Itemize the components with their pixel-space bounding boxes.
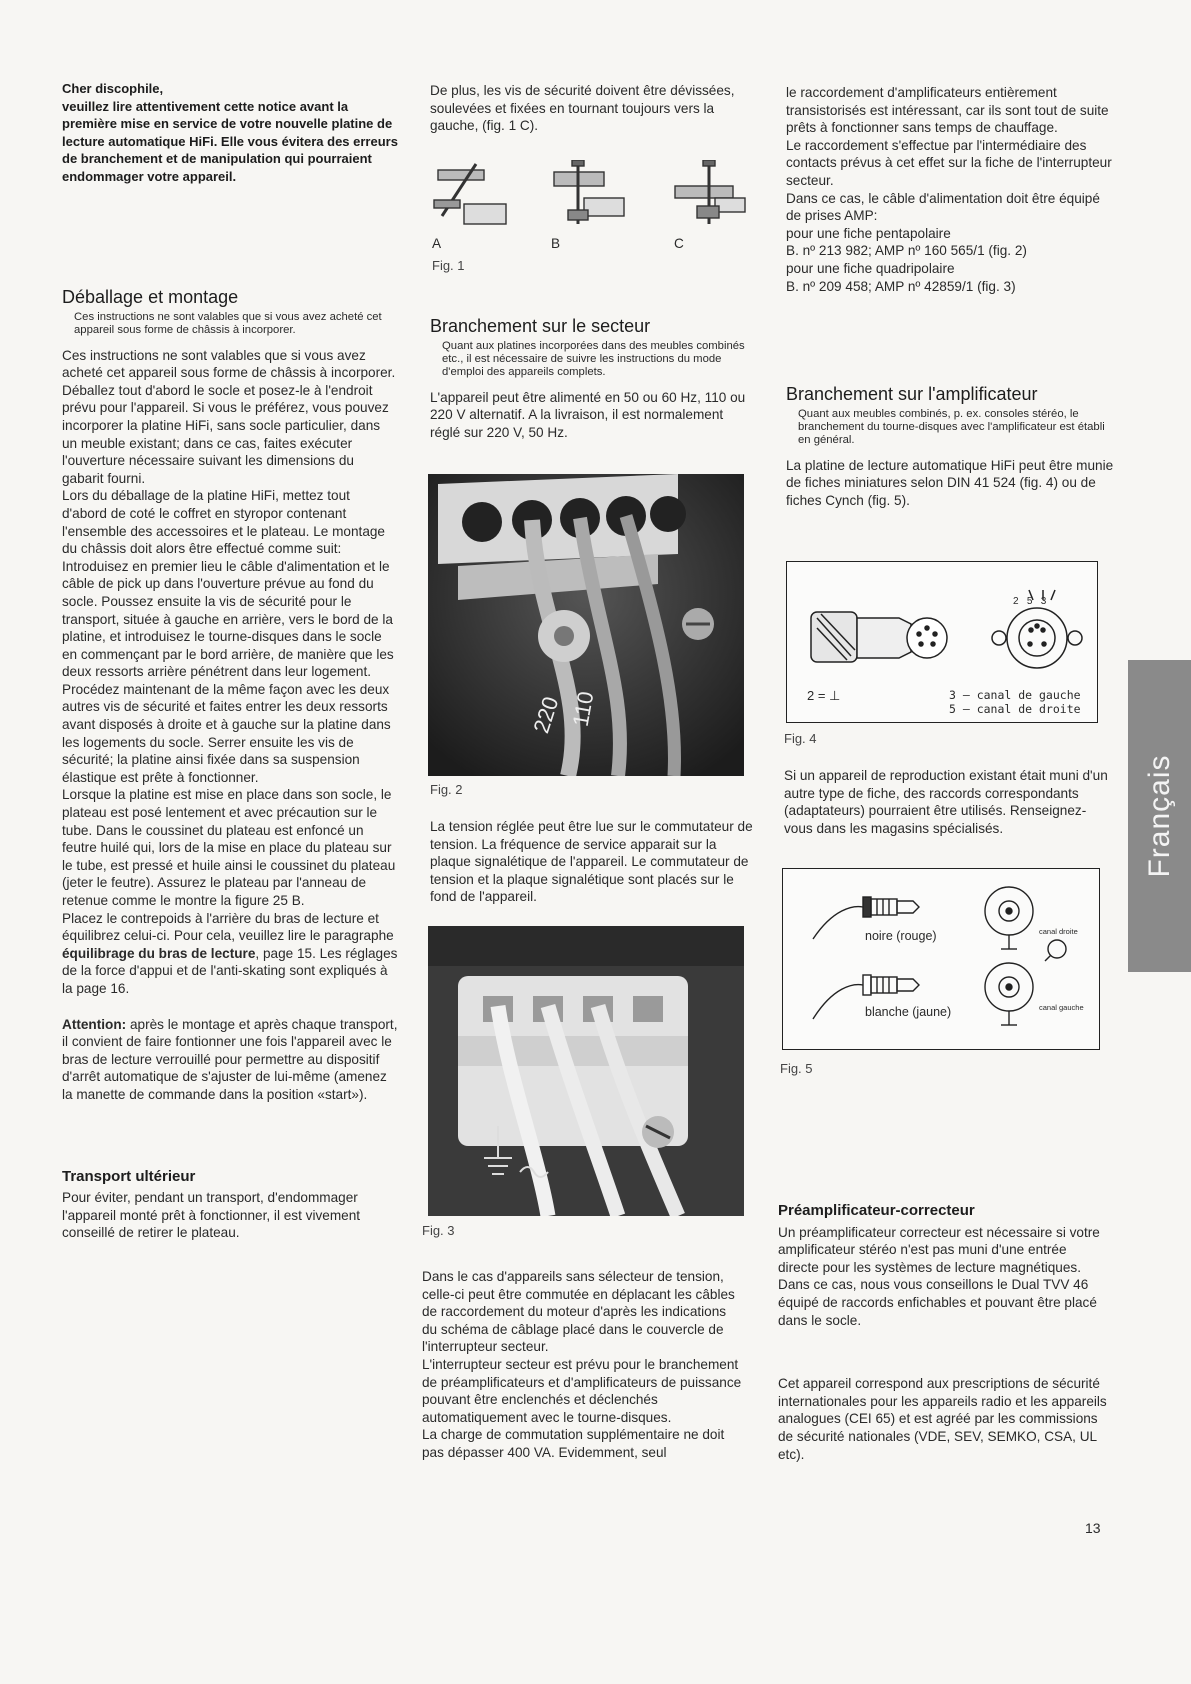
- column-2-middle: [430, 818, 756, 906]
- para-deballage-7: Placez le contrepoids à l'arrière du bras de lecture et équilibrez celui-ci. Pour cela, veuillez lire le paragraphe équilibrage du bras de lecture, page 15. Les réglages de la force d'appui et de l'anti-skating sont expliqués à la page 16.: [62, 910, 398, 996]
- fig1-screw-a: [434, 164, 506, 224]
- language-tab: [1128, 660, 1191, 972]
- para-preamplificateur: Un préamplificateur correcteur est nécessaire si votre amplificateur stéréo n'est pas muni d'une entrée directe pour les systèmes de lecture magnétiques. Dans ce cas, nous vous conseillons le Dual TVV 46 équipé de raccords enfichables et pouvant être placé dans le socle.: [778, 1224, 1100, 1328]
- language-tab-label: Français: [1142, 754, 1176, 878]
- column-3-top: [786, 84, 1114, 295]
- fig1-screw-c: [675, 160, 745, 224]
- para-deballage-3: Lors du déballage de la platine HiFi, mettez tout d'abord de coté le coffret en styropor contenant l'ensemble des accessoires et le plateau. Le montage du châssis doit alors être effectué comme suit:: [62, 488, 385, 557]
- fig4-right-channel: 5 — canal de droite: [949, 702, 1081, 716]
- column-3-adapt: [784, 767, 1112, 837]
- para-deballage-5: Procédez maintenant de la même façon avec les deux autres vis de sécurité et faites entrer les deux ressorts avant disposés à droite et à gauche sur la platine dans les logements du socle. Serrer ensuite les vis de sécurité; la platine ainsi fixée dans sa suspension élastique est prête à fonctionner.: [62, 681, 391, 785]
- para-attention: Attention: après le montage et après chaque transport, il convient de faire fontionner une fois l'appareil avec le bras de lecture verrouillé pour permettre au dispositif d'arrêt automatique de s'ajuster de lui-même (amenez la manette de commande dans la position «start»).: [62, 1016, 398, 1102]
- line-pentapolaire-ref: B. nº 213 982; AMP nº 160 565/1 (fig. 2): [786, 243, 1027, 259]
- column-1: [62, 80, 398, 1242]
- fig4-pins: 2 5 3: [1013, 596, 1047, 607]
- note-secteur: Quant aux platines incorporées dans des meubles combinés etc., il est nécessaire de suivre les instructions du mode d'emploi des appareils complets.: [442, 339, 745, 378]
- figure-3-photo: [428, 926, 744, 1216]
- intro-text: Cher discophile, veuillez lire attentivement cette notice avant la première mise en service de votre nouvelle platine de lecture automatique HiFi. Elle vous évitera des erreurs de branchement et de manipulation qui pourraient endommager votre appareil.: [62, 81, 398, 184]
- fig5-caption: Fig. 5: [780, 1061, 813, 1076]
- figure-2-photo: [428, 474, 744, 776]
- para-deballage-2: Déballez tout d'abord le socle et posez-le à l'endroit prévu pour l'appareil. Si vous le préférez, vous pouvez incorporer la platine HiFi, sans socle particulier, dans un meuble existant; dans ce cas, faites exécuter l'ouverture nécessaire suivant les dimensions du gabarit fourni.: [62, 382, 389, 486]
- column-3-ampli: [786, 386, 1114, 509]
- line-quadripolaire: pour une fiche quadripolaire: [786, 260, 955, 276]
- heading-preamplificateur: Préamplificateur-correcteur: [778, 1202, 975, 1219]
- fig2-voltage-220: 220: [528, 693, 564, 737]
- line-pentapolaire: pour une fiche pentapolaire: [786, 225, 951, 241]
- heading-secteur: Branchement sur le secteur: [430, 316, 651, 336]
- fig2-voltage-110: 110: [567, 689, 599, 729]
- para-securite: Cet appareil correspond aux prescriptions de sécurité internationales pour les appareils radio et les appareils analogues (CEI 65) et est agréé par les commissions de sécurité nationales (VDE, SEV, SEMKO, CSA, UL etc).: [778, 1376, 1107, 1462]
- column-2-bottom: [422, 1268, 744, 1462]
- fig3-caption: Fig. 3: [422, 1223, 455, 1238]
- para-lue: La tension réglée peut être lue sur le commutateur de tension. La fréquence de service apparait sur la plaque signalétique de l'appareil. Le commutateur de tension et la plaque signalétique sont placés sur le fond de l'appareil.: [430, 819, 753, 905]
- para-din: La platine de lecture automatique HiFi peut être munie de fiches miniatures selon DIN 41 524 (fig. 4) ou de fiches Cynch (fig. 5).: [786, 457, 1114, 508]
- note-amplificateur: Quant aux meubles combinés, p. ex. consoles stéréo, le branchement du tourne-disques avec l'amplificateur est établi en général.: [798, 407, 1105, 446]
- note-deballage: Ces instructions ne sont valables que si vous avez acheté cet appareil sous forme de châssis à incorporer.: [74, 310, 382, 336]
- heading-transport: Transport ultérieur: [62, 1167, 196, 1185]
- column-2-top: [430, 82, 756, 135]
- fig2-caption: Fig. 2: [430, 782, 463, 797]
- para-tension: L'appareil peut être alimenté en 50 ou 60 Hz, 110 ou 220 V alternatif. A la livraison, il est normalement réglé sur 220 V, 50 Hz.: [430, 389, 746, 440]
- para-deballage-1: Ces instructions ne sont valables que si vous avez acheté cet appareil sous forme de châssis à incorporer.: [62, 347, 396, 381]
- fig4-ground: 2 = ⊥: [807, 688, 841, 703]
- fig1-label-b: B: [551, 236, 561, 251]
- para-selecteur: Dans le cas d'appareils sans sélecteur de tension, celle-ci peut être commutée en déplacant les câbles de raccordement du moteur d'après les indications du schéma de câblage placé dans le couvercle de l'interrupteur secteur.: [422, 1269, 735, 1355]
- column-2-secteur: [430, 318, 756, 441]
- fig4-caption: Fig. 4: [784, 731, 817, 746]
- figure-5-box: [782, 868, 1100, 1050]
- heading-amplificateur: Branchement sur l'amplificateur: [786, 384, 1038, 404]
- fig5-canal-gauche: canal gauche: [1039, 1003, 1084, 1012]
- fig1-label-a: A: [432, 236, 442, 251]
- para-raccordement: le raccordement d'amplificateurs entièrement transistorisés est intéressant, car ils sont tout de suite prêts à fonctionner sans temps de chauffage.: [786, 85, 1109, 136]
- figure-4-box: [786, 561, 1098, 723]
- fig4-left-channel: 3 — canal de gauche: [949, 688, 1081, 702]
- para-cable-amp: Dans ce cas, le câble d'alimentation doit être équipé de prises AMP:: [786, 190, 1100, 224]
- para-adaptateurs: Si un appareil de reproduction existant était muni d'un autre type de fiche, des raccords correspondants (adaptateurs) pourraient être utilisés. Renseignez-vous dans les magasins spécialisés.: [784, 768, 1108, 836]
- fig1-caption: Fig. 1: [432, 258, 465, 273]
- para-transport: Pour éviter, pendant un transport, d'endommager l'appareil monté prêt à fonctionner, il est vivement conseillé de retirer le plateau.: [62, 1190, 361, 1241]
- heading-deballage: Déballage et montage: [62, 287, 239, 307]
- figure-1-drawing: [430, 160, 750, 238]
- para-charge: La charge de commutation supplémentaire ne doit pas dépasser 400 VA. Evidemment, seul: [422, 1427, 725, 1460]
- para-contacts: Le raccordement s'effectue par l'intermédiaire des contacts prévus à cet effet sur la fiche de l'interrupteur secteur.: [786, 137, 1112, 188]
- fig1-label-c: C: [674, 236, 684, 251]
- fig5-label-blanche: blanche (jaune): [865, 1005, 952, 1019]
- para-vis: De plus, les vis de sécurité doivent être dévissées, soulevées et fixées en tournant toujours vers la gauche, (fig. 1 C).: [430, 83, 735, 134]
- line-quadripolaire-ref: B. nº 209 458; AMP nº 42859/1 (fig. 3): [786, 278, 1016, 294]
- para-deballage-4: Introduisez en premier lieu le câble d'alimentation et le câble de pick up dans l'ouverture prévue au fond du socle. Poussez ensuite la vis de sécurité pour le transport, située à gauche en arrière, vers le bord de la platine, et introduisez le tourne-disques dans le socle en commençant par le bord arrière, de manière que les deux ressorts arrière pénétrent dans leur logement.: [62, 558, 394, 680]
- fig1-screw-b: [554, 160, 624, 224]
- column-3-preampli: [778, 1202, 1108, 1463]
- para-deballage-6: Lorsque la platine est mise en place dans son socle, le plateau est posé lentement et avec précaution sur le tube. Dans le coussinet du plateau est enfoncé un feutre huilé qui, lors de la mise en place du plateau sur le tube, est pressé et huile ainsi le coussinet du plateau (jeter le feutre). Assurez le plateau par l'anneau de retenue comme le montre la figure 25 B.: [62, 787, 396, 908]
- fig5-label-noire: noire (rouge): [865, 929, 937, 943]
- para-interrupteur: L'interrupteur secteur est prévu pour le branchement de préamplificateurs et d'amplificateurs de puissance pouvant être enclenchés et déclenchés automatiquement avec le tourne-disques.: [422, 1356, 742, 1425]
- page-number: 13: [1085, 1520, 1101, 1536]
- fig5-canal-droite: canal droite: [1039, 927, 1078, 936]
